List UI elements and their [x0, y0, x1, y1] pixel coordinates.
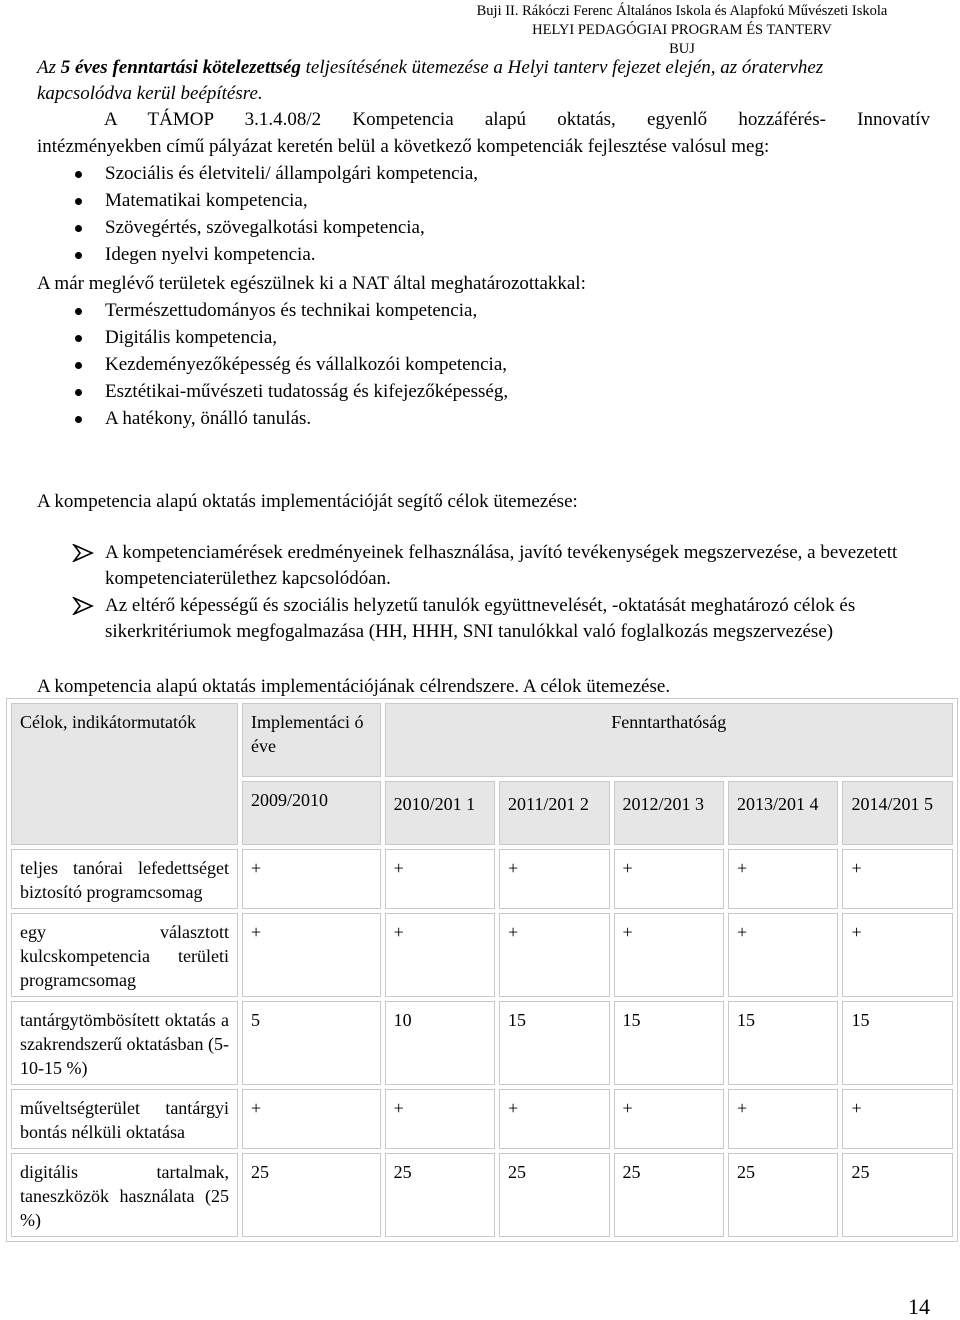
- table-row-label: tantárgytömbösített oktatás a szakrendszerű oktatásban (5-10-15 %): [11, 1001, 238, 1085]
- table-row-label: teljes tanórai lefedettséget biztosító programcsomag: [11, 849, 238, 909]
- table-row-label: egy választott kulcskompetencia területi programcsomag: [11, 913, 238, 997]
- page-header: [422, 2, 942, 59]
- table-cell: +: [385, 1089, 495, 1149]
- table-cell: 15: [614, 1001, 724, 1085]
- table-row: [11, 849, 953, 909]
- arrow-list-item: [37, 540, 930, 592]
- table-header-goals: Célok, indikátormutatók: [11, 703, 238, 845]
- table-cell: +: [242, 913, 381, 997]
- table-cell: 25: [728, 1153, 838, 1237]
- table-cell: +: [499, 913, 609, 997]
- table-cell: +: [242, 1089, 381, 1149]
- table-cell: +: [842, 913, 953, 997]
- paragraph-tamop-line2: intézményekben című pályázat keretén belül a következő kompetenciák fejlesztése valósul meg:: [37, 136, 770, 157]
- goals-table: [6, 698, 958, 1242]
- table-cell: 25: [614, 1153, 724, 1237]
- header-program-title: HELYI PEDAGÓGIAI PROGRAM ÉS TANTERV: [532, 22, 832, 38]
- table-cell: 10: [385, 1001, 495, 1085]
- arrow-bullet-icon: [72, 544, 94, 562]
- list-item: Esztétikai-művészeti tudatosság és kifejezőképesség,: [37, 378, 508, 405]
- paragraph-nat: A már meglévő területek egészülnek ki a NAT által meghatározottakkal:: [37, 273, 586, 294]
- list-item: Digitális kompetencia,: [37, 324, 508, 351]
- table-year-cell: 2013/201 4: [728, 781, 838, 845]
- arrow-item-text: A kompetenciamérések eredményeinek felhasználása, javító tevékenységek megszervezése, a bevezetett kompetenciaterülethez kapcsolódóan.: [105, 542, 898, 589]
- table-cell: 25: [242, 1153, 381, 1237]
- paragraph-tamop: [37, 106, 930, 160]
- arrow-bullet-icon: [72, 597, 94, 615]
- paragraph-goal-system: A kompetencia alapú oktatás implementációjának célrendszere. A célok ütemezése.: [37, 676, 671, 697]
- list-item: Szövegértés, szövegalkotási kompetencia,: [37, 214, 478, 241]
- table-cell: +: [614, 913, 724, 997]
- list-item: Természettudományos és technikai kompetencia,: [37, 297, 508, 324]
- table-cell: 25: [385, 1153, 495, 1237]
- header-town: BUJ: [669, 41, 695, 57]
- table-row: [11, 1089, 953, 1149]
- table-row: [11, 913, 953, 997]
- list-item: Szociális és életviteli/ állampolgári kompetencia,: [37, 160, 478, 187]
- nat-competency-list: [37, 297, 508, 432]
- table-cell: 15: [499, 1001, 609, 1085]
- table-row-label: digitális tartalmak, taneszközök használata (25 %): [11, 1153, 238, 1237]
- table-year-cell: 2011/201 2: [499, 781, 609, 845]
- list-item: Kezdeményezőképesség és vállalkozói kompetencia,: [37, 351, 508, 378]
- intro-bold: 5 éves fenntartási kötelezettség: [60, 57, 301, 78]
- arrow-item-text: Az eltérő képességű és szociális helyzetű tanulók együttnevelését, -oktatását meghatározó célok és sikerkritériumok megfogalmazása (HH, HHH, SNI tanulókkal való foglalkozás megszervezése): [105, 595, 856, 642]
- arrow-list-item: [37, 593, 930, 645]
- paragraph-goals-schedule: A kompetencia alapú oktatás implementációját segítő célok ütemezése:: [37, 491, 578, 512]
- table-cell: 15: [842, 1001, 953, 1085]
- table-header-implementation-year: Implementáci ó éve: [242, 703, 381, 777]
- page-number: 14: [908, 1294, 930, 1319]
- intro-lead: Az: [37, 57, 61, 78]
- table-cell: +: [614, 849, 724, 909]
- table-year-cell: 2014/201 5: [842, 781, 953, 845]
- table-cell: +: [385, 849, 495, 909]
- table-cell: +: [728, 849, 838, 909]
- table-cell: 25: [499, 1153, 609, 1237]
- list-item: Idegen nyelvi kompetencia.: [37, 241, 478, 268]
- table-cell: 5: [242, 1001, 381, 1085]
- table-row: [11, 1153, 953, 1237]
- intro-paragraph: [37, 55, 917, 107]
- table-year-cell: 2012/201 3: [614, 781, 724, 845]
- header-school-name: Buji II. Rákóczi Ferenc Általános Iskola és Alapfokú Művészeti Iskola: [476, 3, 888, 19]
- competency-list: [37, 160, 478, 268]
- table-cell: +: [385, 913, 495, 997]
- list-item: Matematikai kompetencia,: [37, 187, 478, 214]
- table-cell: +: [242, 849, 381, 909]
- table-cell: +: [842, 1089, 953, 1149]
- goals-arrow-list: [37, 540, 930, 646]
- table-row: [11, 1001, 953, 1085]
- table-year-cell: 2010/201 1: [385, 781, 495, 845]
- table-cell: 15: [728, 1001, 838, 1085]
- table-cell: +: [728, 1089, 838, 1149]
- table-header-sustainability: Fenntarthatóság: [385, 703, 953, 777]
- table-year-cell: 2009/2010: [242, 781, 381, 845]
- list-item: A hatékony, önálló tanulás.: [37, 405, 508, 432]
- paragraph-tamop-line1: A TÁMOP 3.1.4.08/2 Kompetencia alapú oktatás, egyenlő hozzáférés- Innovatív: [104, 109, 930, 130]
- table-cell: +: [614, 1089, 724, 1149]
- table-row-label: műveltségterület tantárgyi bontás nélküli oktatása: [11, 1089, 238, 1149]
- intro-rest: teljesítésének ütemezése a Helyi tanterv fejezet elején, az óratervhez kapcsolódva kerül beépítésre.: [37, 57, 824, 104]
- table-cell: +: [499, 1089, 609, 1149]
- table-cell: +: [842, 849, 953, 909]
- table-cell: +: [728, 913, 838, 997]
- table-cell: 25: [842, 1153, 953, 1237]
- table-cell: +: [499, 849, 609, 909]
